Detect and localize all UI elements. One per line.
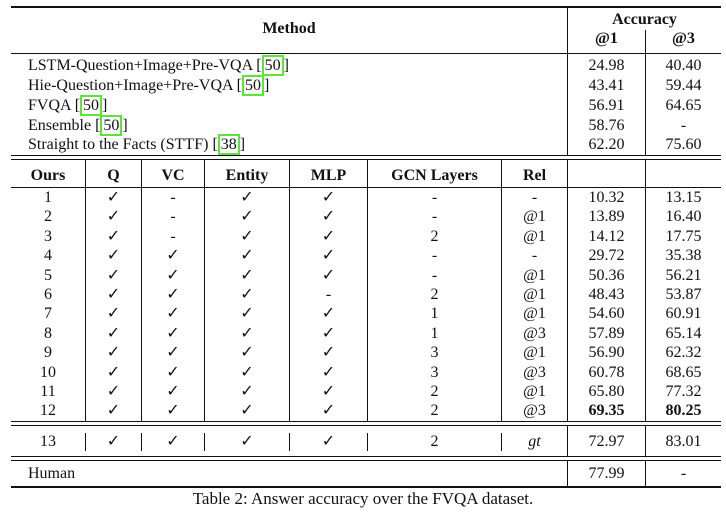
method-acc1: 62.20 — [588, 136, 625, 153]
cell-q: ✓ — [106, 383, 121, 400]
method-label: LSTM-Question+Image+Pre-VQA — [28, 57, 253, 74]
citation-bracket: ] — [239, 136, 246, 153]
cell-mlp: ✓ — [321, 208, 336, 226]
cell-entity: ✓ — [240, 324, 254, 342]
method-acc1: 58.76 — [588, 117, 625, 134]
cell-vc: - — [170, 208, 176, 226]
cell-acc-at3: 13.15 — [665, 189, 702, 206]
top-rule — [11, 6, 721, 8]
acc-at1-header: @1 — [595, 30, 618, 47]
method-acc1: 24.98 — [588, 57, 625, 74]
cell-rel: @1 — [523, 305, 546, 323]
cell-entity: ✓ — [240, 227, 254, 245]
col-header-gcn-layers: GCN Layers — [391, 167, 478, 184]
gt-cell-q: ✓ — [106, 433, 121, 450]
gt-cell-acc-at3: 83.01 — [665, 433, 702, 450]
cell-gcn-layers: 2 — [430, 286, 439, 303]
cell-acc-at1: 65.80 — [588, 383, 625, 400]
cell-ours: 5 — [44, 266, 52, 284]
citation-bracket: ] — [102, 97, 108, 114]
cell-ours: 6 — [44, 286, 52, 303]
cell-mlp: ✓ — [321, 324, 336, 342]
cell-gcn-layers: - — [431, 266, 438, 284]
cell-entity: ✓ — [240, 286, 254, 303]
cell-gcn-layers: - — [431, 208, 438, 226]
gt-end-rule-2 — [11, 460, 721, 461]
cell-entity: ✓ — [240, 266, 254, 284]
cell-acc-at1: 10.32 — [588, 189, 625, 206]
cell-acc-at3: 80.25 — [665, 402, 702, 420]
cell-vc: ✓ — [166, 324, 180, 342]
header-rule — [11, 53, 721, 54]
col-header-vc: VC — [161, 167, 185, 184]
citation-bracket: [ — [236, 77, 242, 94]
cell-q: ✓ — [106, 402, 121, 420]
method-acc1: 43.41 — [588, 77, 625, 94]
col-header-ours: Ours — [30, 167, 66, 184]
cell-acc-at3: 65.14 — [665, 324, 702, 342]
human-acc1: 77.99 — [588, 465, 625, 482]
cell-q: ✓ — [106, 344, 121, 362]
citation-link[interactable]: 50 — [262, 55, 284, 76]
cell-entity: ✓ — [240, 402, 254, 420]
cell-entity: ✓ — [240, 247, 254, 265]
cell-rel: - — [531, 189, 538, 206]
cell-vc: - — [170, 189, 176, 206]
cell-rel: @1 — [523, 344, 546, 362]
cell-ours: 9 — [44, 344, 52, 362]
cell-entity: ✓ — [240, 363, 254, 381]
method-name — [28, 116, 563, 136]
cell-rel: @1 — [523, 208, 546, 226]
cell-entity: ✓ — [240, 383, 254, 400]
method-acc3: 75.60 — [665, 136, 702, 153]
ablation-end-rule-2 — [11, 425, 721, 426]
cell-gcn-layers: - — [431, 189, 438, 206]
cell-vc: ✓ — [166, 344, 180, 362]
cell-entity: ✓ — [240, 344, 254, 362]
col-header-mlp: MLP — [310, 167, 347, 184]
method-acc3: 59.44 — [665, 77, 702, 94]
method-acc3: 64.65 — [665, 97, 702, 114]
cell-q: ✓ — [106, 286, 121, 303]
method-header: Method — [262, 20, 316, 37]
cell-rel: - — [531, 247, 538, 265]
cell-ours: 3 — [44, 227, 52, 245]
cell-ours: 2 — [44, 208, 52, 226]
col-header-q: Q — [107, 167, 120, 184]
cell-entity: ✓ — [240, 305, 254, 323]
cell-gcn-layers: - — [431, 247, 438, 265]
cell-acc-at3: 17.75 — [665, 227, 702, 245]
accuracy-header: Accuracy — [612, 11, 677, 28]
cell-rel: @1 — [523, 266, 546, 284]
citation-bracket: ] — [264, 77, 270, 94]
cell-rel: @1 — [523, 227, 546, 245]
cell-ours: 8 — [44, 324, 52, 342]
cell-vc: ✓ — [166, 383, 180, 400]
cell-mlp: ✓ — [321, 383, 336, 400]
method-name — [28, 96, 563, 116]
cell-gcn-layers: 1 — [430, 305, 439, 323]
cell-acc-at3: 56.21 — [665, 266, 702, 284]
citation-bracket: [ — [212, 136, 218, 153]
cell-vc: - — [170, 227, 176, 245]
cell-q: ✓ — [106, 227, 121, 245]
cell-acc-at3: 35.38 — [665, 247, 702, 265]
cell-acc-at1: 60.78 — [588, 363, 625, 381]
methods-end-rule-1 — [11, 155, 721, 156]
table-caption: Table 2: Answer accuracy over the FVQA dataset. — [192, 489, 534, 508]
col-header-entity: Entity — [225, 167, 269, 184]
cell-ours: 11 — [40, 383, 56, 400]
cell-mlp: ✓ — [321, 266, 336, 284]
cell-ours: 12 — [40, 402, 56, 420]
method-label: FVQA — [28, 97, 71, 114]
gt-cell-rel: gt — [528, 433, 541, 450]
gt-cell-vc: ✓ — [166, 433, 180, 450]
citation-bracket: [ — [74, 97, 81, 114]
cell-vc: ✓ — [166, 402, 180, 420]
method-label: Ensemble — [28, 117, 92, 134]
cell-rel: @1 — [523, 286, 546, 303]
citation-bracket: ] — [122, 117, 128, 134]
method-label: Hie-Question+Image+Pre-VQA — [28, 77, 233, 94]
cell-acc-at1: 50.36 — [588, 266, 625, 284]
cell-vc: ✓ — [166, 247, 180, 265]
method-name — [28, 56, 563, 76]
cell-mlp: ✓ — [321, 305, 336, 323]
cell-vc: ✓ — [166, 266, 180, 284]
gt-cell-mlp: ✓ — [321, 433, 336, 450]
human-acc3: - — [680, 465, 687, 482]
cell-acc-at1: 69.35 — [588, 402, 625, 420]
citation-link[interactable]: 50 — [100, 115, 122, 136]
method-acc1: 56.91 — [588, 97, 625, 114]
cell-entity: ✓ — [240, 208, 254, 226]
cell-acc-at3: 77.32 — [665, 383, 702, 400]
cell-entity: ✓ — [240, 189, 254, 206]
cell-q: ✓ — [106, 305, 121, 323]
cell-vc: ✓ — [166, 286, 180, 303]
cell-acc-at1: 48.43 — [588, 286, 625, 303]
cell-acc-at1: 56.90 — [588, 344, 625, 362]
citation-link[interactable]: 50 — [242, 75, 264, 96]
cell-acc-at1: 54.60 — [588, 305, 625, 323]
cell-mlp: ✓ — [321, 227, 336, 245]
cell-mlp: ✓ — [321, 247, 336, 265]
human-label: Human — [28, 465, 76, 482]
citation-bracket: [ — [95, 117, 101, 134]
cell-q: ✓ — [106, 189, 121, 206]
method-acc3: - — [680, 117, 687, 134]
acc-at3-header: @3 — [672, 30, 695, 47]
cell-mlp: ✓ — [321, 363, 336, 381]
cell-acc-at1: 57.89 — [588, 324, 625, 342]
cell-gcn-layers: 2 — [430, 402, 439, 420]
citation-bracket: ] — [283, 57, 289, 74]
cell-acc-at3: 68.65 — [665, 363, 702, 381]
cell-mlp: ✓ — [321, 189, 336, 206]
cell-vc: ✓ — [166, 305, 180, 323]
cell-mlp: ✓ — [321, 344, 336, 362]
gt-cell-acc-at1: 72.97 — [588, 433, 625, 450]
citation-link[interactable]: 38 — [218, 134, 240, 155]
cell-rel: @3 — [523, 324, 546, 342]
cell-acc-at3: 16.40 — [665, 208, 702, 226]
method-label: Straight to the Facts (STTF) — [28, 136, 209, 153]
cell-ours: 1 — [44, 189, 52, 206]
cell-mlp: - — [325, 286, 332, 303]
gt-cell-ours: 13 — [40, 433, 56, 450]
gt-cell-gcn-layers: 2 — [430, 433, 439, 450]
cell-acc-at3: 62.32 — [665, 344, 702, 362]
citation-link[interactable]: 50 — [80, 95, 102, 116]
method-name — [28, 135, 563, 155]
cell-gcn-layers: 2 — [430, 227, 439, 245]
col-header-rel: Rel — [522, 167, 547, 184]
cell-acc-at1: 14.12 — [588, 227, 625, 245]
methods-end-rule-2 — [11, 159, 721, 160]
cell-q: ✓ — [106, 208, 121, 226]
method-name — [28, 76, 563, 96]
cell-q: ✓ — [106, 247, 121, 265]
gt-cell-entity: ✓ — [240, 433, 254, 450]
cell-ours: 7 — [44, 305, 52, 323]
cell-mlp: ✓ — [321, 402, 336, 420]
cell-ours: 4 — [44, 247, 52, 265]
gt-end-rule-1 — [11, 456, 721, 457]
cell-acc-at1: 13.89 — [588, 208, 625, 226]
cell-rel: @3 — [523, 363, 546, 381]
cell-vc: ✓ — [166, 363, 180, 381]
cell-rel: @1 — [523, 383, 546, 400]
cell-gcn-layers: 2 — [430, 383, 439, 400]
cell-acc-at3: 53.87 — [665, 286, 702, 303]
cell-acc-at3: 60.91 — [665, 305, 702, 323]
cell-gcn-layers: 3 — [430, 363, 439, 381]
citation-bracket: [ — [256, 57, 262, 74]
cell-gcn-layers: 3 — [430, 344, 439, 362]
cell-gcn-layers: 1 — [430, 324, 439, 342]
cell-q: ✓ — [106, 363, 121, 381]
method-acc3: 40.40 — [665, 57, 702, 74]
cell-q: ✓ — [106, 324, 121, 342]
cell-q: ✓ — [106, 266, 121, 284]
cell-rel: @3 — [523, 402, 546, 420]
cell-ours: 10 — [40, 363, 56, 381]
cell-acc-at1: 29.72 — [588, 247, 625, 265]
